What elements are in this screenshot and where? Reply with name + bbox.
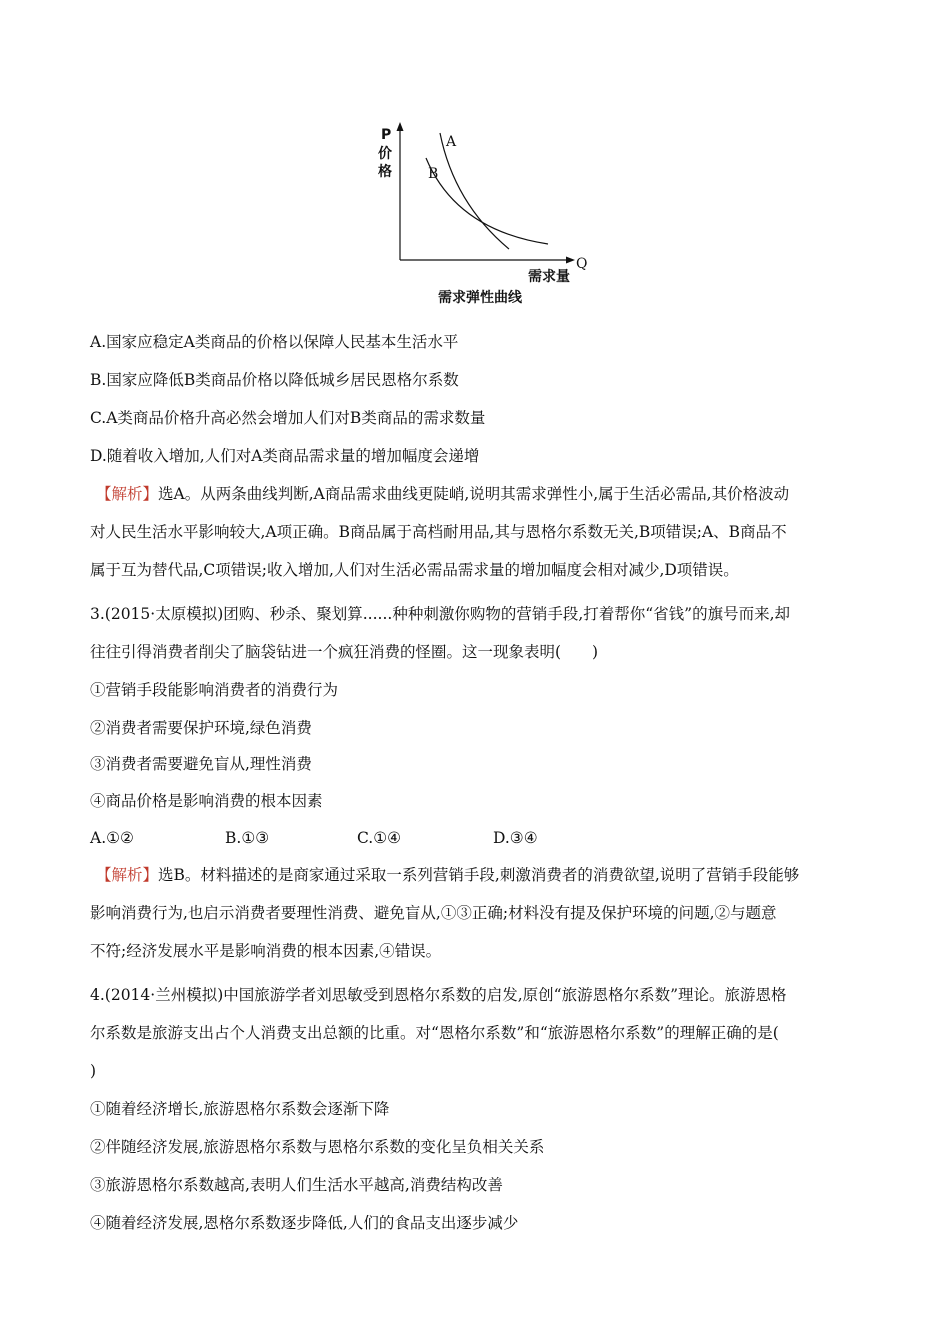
q4-statement-3: ③旅游恩格尔系数越高,表明人们生活水平越高,消费结构改善 [90, 1176, 503, 1194]
q4-statement-1: ①随着经济增长,旅游恩格尔系数会逐渐下降 [90, 1100, 390, 1118]
q2-analysis-line-1: 【解析】选A。从两条曲线判断,A商品需求曲线更陡峭,说明其需求弹性小,属于生活必需品,其价格波动 [96, 485, 790, 503]
demand-elasticity-chart [368, 118, 598, 318]
y-axis-label-1: 价 [378, 146, 392, 162]
q3-stem-line-1: 3.(2015·太原模拟)团购、秒杀、聚划算......种种刺激你购物的营销手段,打着帮你“省钱”的旗号而来,却 [90, 605, 791, 623]
curve-a [440, 133, 509, 249]
q2-analysis-line-2: 对人民生活水平影响较大,A项正确。B商品属于高档耐用品,其与恩格尔系数无关,B项错误;A、B商品不 [90, 523, 787, 541]
q4-statement-2: ②伴随经济发展,旅游恩格尔系数与恩格尔系数的变化呈负相关关系 [90, 1138, 545, 1156]
q2-option-a: A.国家应稳定A类商品的价格以保障人民基本生活水平 [90, 333, 459, 351]
q2-analysis-line-3: 属于互为替代品,C项错误;收入增加,人们对生活必需品需求量的增加幅度会相对减少,D项错误。 [90, 561, 739, 579]
q4-stem-line-3: ) [90, 1062, 97, 1080]
q2-option-d: D.随着收入增加,人们对A类商品需求量的增加幅度会递增 [90, 447, 480, 465]
q3-choice-c: C.①④ [357, 829, 402, 847]
curve-a-label: A [446, 134, 457, 150]
figure-caption: 需求弹性曲线 [438, 290, 522, 306]
q3-statement-2: ②消费者需要保护环境,绿色消费 [90, 719, 312, 737]
q2-option-b: B.国家应降低B类商品价格以降低城乡居民恩格尔系数 [90, 371, 459, 389]
curve-b [426, 158, 548, 244]
q4-stem-line-1: 4.(2014·兰州模拟)中国旅游学者刘思敏受到恩格尔系数的启发,原创“旅游恩格尔系数”理论。旅游恩格 [90, 986, 787, 1004]
x-axis-label: 需求量 [528, 269, 570, 285]
y-axis-label-2: 格 [378, 164, 392, 180]
q3-choice-b: B.①③ [225, 829, 270, 847]
y-axis-symbol: P [381, 127, 392, 143]
q3-analysis-line-2: 影响消费行为,也启示消费者要理性消费、避免盲从,①③正确;材料没有提及保护环境的问题,②与题意 [90, 904, 777, 922]
q2-analysis-tag: 【解析】 [96, 485, 159, 503]
x-axis-symbol: Q [576, 256, 588, 272]
curve-b-label: B [428, 166, 439, 182]
q3-choices [90, 828, 610, 848]
q3-stem-line-2: 往往引得消费者削尖了脑袋钻进一个疯狂消费的怪圈。这一现象表明( ) [90, 643, 599, 661]
q3-analysis-line-1: 【解析】选B。材料描述的是商家通过采取一系列营销手段,刺激消费者的消费欲望,说明了营销手段能够 [96, 866, 800, 884]
q3-analysis-line-3: 不符;经济发展水平是影响消费的根本因素,④错误。 [90, 942, 442, 960]
q3-analysis-tag: 【解析】 [96, 866, 159, 884]
q3-statement-3: ③消费者需要避免盲从,理性消费 [90, 755, 312, 773]
demand-elasticity-figure [368, 118, 598, 318]
q4-stem-line-2: 尔系数是旅游支出占个人消费支出总额的比重。对“恩格尔系数”和“旅游恩格尔系数”的理解正确的是( [90, 1024, 779, 1042]
q3-choice-d: D.③④ [493, 829, 538, 847]
q3-statement-4: ④商品价格是影响消费的根本因素 [90, 792, 323, 810]
y-axis-arrow [397, 122, 404, 131]
q3-choice-a: A.①② [90, 829, 134, 847]
x-axis-arrow [566, 257, 575, 264]
q3-statement-1: ①营销手段能影响消费者的消费行为 [90, 681, 339, 699]
q4-statement-4: ④随着经济发展,恩格尔系数逐步降低,人们的食品支出逐步减少 [90, 1214, 519, 1232]
q2-option-c: C.A类商品价格升高必然会增加人们对B类商品的需求数量 [90, 409, 486, 427]
